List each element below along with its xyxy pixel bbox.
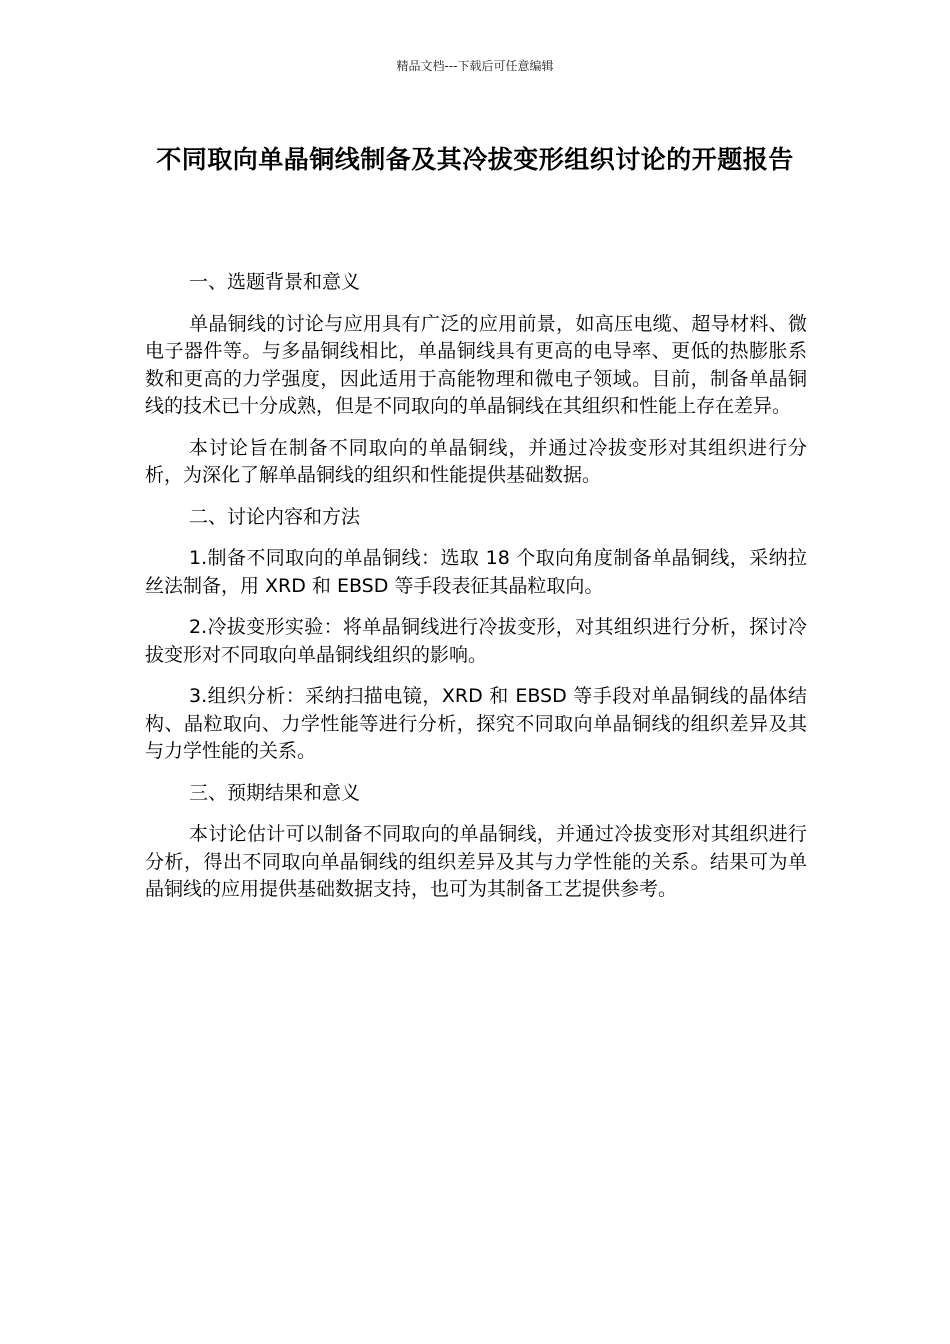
paragraph-methods-3: 3.组织分析：采纳扫描电镜，XRD 和 EBSD 等手段对单晶铜线的晶体结构、晶粒取向、力学性能等进行分析，探究不同取向单晶铜线的组织差异及其与力学性能的关系。 [145,685,807,762]
paragraph-background-1: 单晶铜线的讨论与应用具有广泛的应用前景，如高压电缆、超导材料、微电子器件等。与多晶铜线相比，单晶铜线具有更高的电导率、更低的热膨胀系数和更高的力学强度，因此适用于高能物理和微电子领域。目前，制备单晶铜线的技术已十分成熟，但是不同取向的单晶铜线在其组织和性能上存在差异。 [145,312,807,417]
document-title: 不同取向单晶铜线制备及其冷拔变形组织讨论的开题报告 [156,145,794,174]
document-body [145,269,807,918]
section-heading-methods: 二、讨论内容和方法 [189,505,361,528]
paragraph-methods-1: 1.制备不同取向的单晶铜线：选取 18 个取向角度制备单晶铜线，采纳拉丝法制备，用 XRD 和 EBSD 等手段表征其晶粒取向。 [145,547,807,597]
paragraph-background-2: 本讨论旨在制备不同取向的单晶铜线，并通过冷拔变形对其组织进行分析，为深化了解单晶铜线的组织和性能提供基础数据。 [145,436,807,486]
paragraph-results-1: 本讨论估计可以制备不同取向的单晶铜线，并通过冷拔变形对其组织进行分析，得出不同取向单晶铜线的组织差异及其与力学性能的关系。结果可为单晶铜线的应用提供基础数据支持，也可为其制备工艺提供参考。 [145,823,807,900]
section-heading-background: 一、选题背景和意义 [189,271,361,293]
paragraph-methods-2: 2.冷拔变形实验：将单晶铜线进行冷拔变形，对其组织进行分析，探讨冷拔变形对不同取向单晶铜线组织的影响。 [145,616,807,666]
header-note: 精品文档---下载后可任意编辑 [396,59,554,73]
section-heading-results: 三、预期结果和意义 [189,781,361,804]
